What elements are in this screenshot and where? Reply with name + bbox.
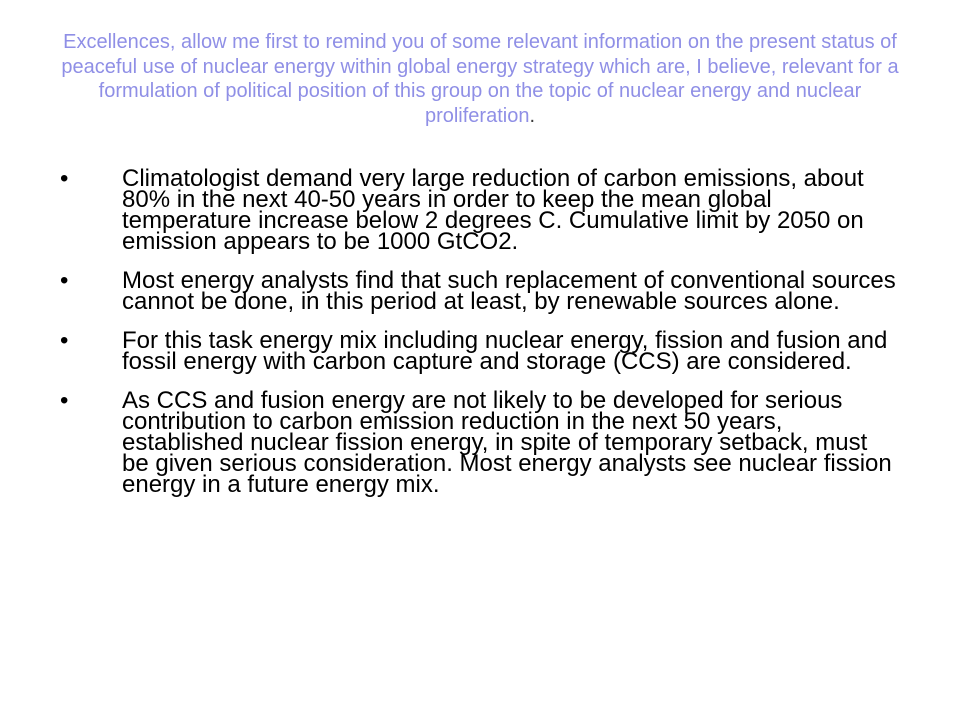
bullet-dot-icon: • <box>60 267 69 294</box>
bullet-text: Climatologist demand very large reduction of carbon emissions, about 80% in the next 40-50 years in order to keep the mean global temperature increase below 2 degrees C. Cumulative limit by 2050 on emission appears to be 1000 GtCO2. <box>122 165 864 255</box>
bullet-dot-icon: • <box>60 165 69 192</box>
bullet-item <box>60 327 900 375</box>
bullet-item <box>60 267 900 315</box>
bullet-item <box>60 165 900 255</box>
bullet-dot-icon: • <box>60 327 69 354</box>
slide-title <box>58 30 902 128</box>
bullet-text: For this task energy mix including nuclear energy, fission and fusion and fossil energy with carbon capture and storage (CCS) are considered. <box>122 327 888 375</box>
slide-title-period: . <box>529 104 536 127</box>
bullet-text: As CCS and fusion energy are not likely to be developed for serious contribution to carbon emission reduction in the next 50 years, established nuclear fission energy, in spite of temporary setback, must be given serious consideration. Most energy analysts see nuclear fission energy in a future energy mix. <box>122 387 892 498</box>
bullet-text: Most energy analysts find that such replacement of conventional sources cannot be done, in this period at least, by renewable sources alone. <box>122 267 896 315</box>
bullet-list <box>60 165 900 513</box>
bullet-dot-icon: • <box>60 387 69 414</box>
bullet-item <box>60 387 900 498</box>
slide-title-text: Excellences, allow me first to remind you of some relevant information on the present status of peaceful use of nuclear energy within global energy strategy which are, I believe, relevant for a formulation of political position of this group on the topic of nuclear energy and nuclear proliferation <box>61 31 899 127</box>
